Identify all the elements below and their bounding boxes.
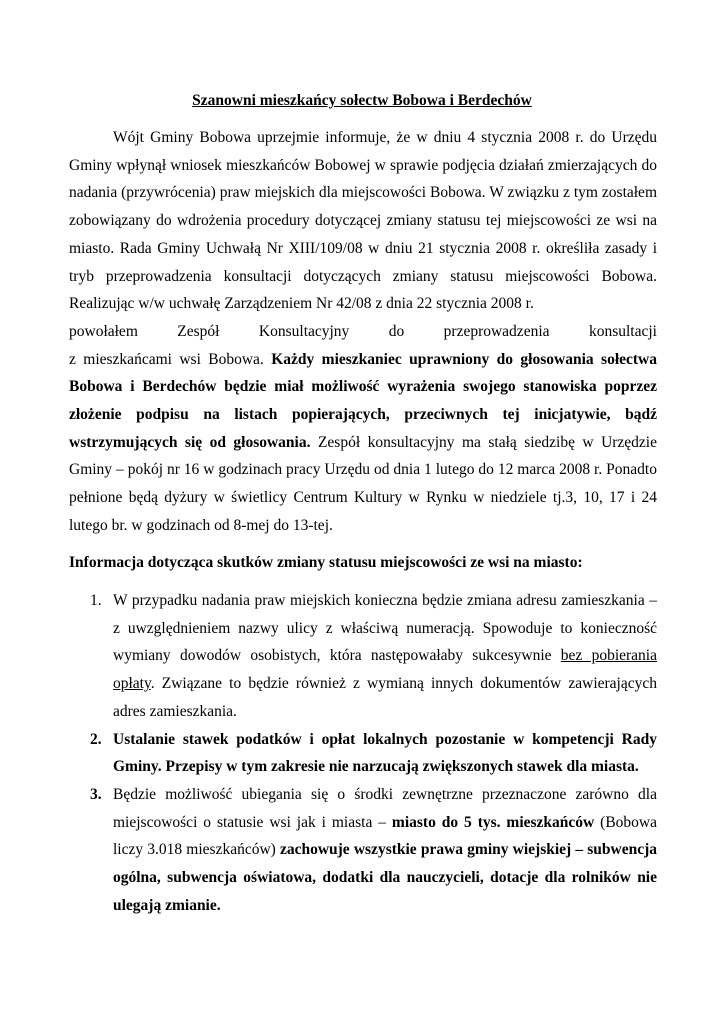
underlined-text: bez pobierania opłaty bbox=[113, 647, 657, 693]
spaced-word: powołałem bbox=[69, 322, 138, 340]
spaced-line bbox=[69, 318, 657, 346]
list-item bbox=[69, 587, 657, 726]
list-item bbox=[69, 726, 657, 781]
item-bold-text: zachowuje wszystkie prawa gminy wiejskiej – subwencja ogólna, subwencja oświatowa, dodatki dla nauczycieli, dotacje dla rolników nie ulegają zmianie. bbox=[113, 841, 657, 914]
item-bold-text: miasto do 5 tys. mieszkańców bbox=[391, 813, 595, 831]
item-text: Będzie możliwość ubiegania się o środki zewnętrzne przeznaczone zarówno dla miejscowości o statusie wsi jak i miasta – bbox=[113, 785, 657, 831]
item-text: W przypadku nadania praw miejskich konieczna będzie zmiana adresu zamieszkania – z uwzględnieniem nazwy ulicy z właściwą numeracją. Spowoduje to konieczność wymiany dowodów osobistych, która następowałaby sukcesywnie bbox=[113, 592, 657, 665]
list-number: 2. bbox=[90, 730, 102, 748]
section-heading: Informacja dotycząca skutków zmiany statusu miejscowości ze wsi na miasto: bbox=[69, 554, 583, 571]
spaced-word: do bbox=[388, 322, 405, 340]
list-number: 3. bbox=[90, 785, 102, 803]
intro-text-1: Wójt Gminy Bobowa uprzejmie informuje, że w dniu 4 stycznia 2008 r. do Urzędu Gminy wpłynął wniosek mieszkańców Bobowej w sprawie podjęcia działań zmierzających do nadania (przywrócenia) praw miejskich dla miejscowości Bobowa. W związku z tym zostałem zobowiązany do wdrożenia procedury dotyczącej zmiany statusu tej miejscowości ze wsi na miasto. Rada Gminy Uchwałą Nr XIII/109/08 w dniu 21 stycznia 2008 r. określiła zasady i tryb przeprowadzenia konsultacji dotyczących zmiany statusu miejscowości Bobowa. Realizując w/w uchwałę Zarządzeniem Nr 42/08 z dnia 22 stycznia 2008 r. bbox=[69, 129, 657, 313]
list-item bbox=[69, 781, 657, 920]
item-text: . Związane to będzie również z wymianą innych dokumentów zawierających adres zamieszkania. bbox=[113, 675, 657, 720]
spaced-word: przeprowadzenia bbox=[443, 322, 550, 340]
item-text: (Bobowa liczy 3.018 mieszkańców) bbox=[113, 813, 657, 859]
intro-paragraph bbox=[69, 124, 657, 540]
effects-list bbox=[69, 587, 657, 919]
spaced-word: konsultacji bbox=[588, 322, 657, 340]
document-title: Szanowni mieszkańcy sołectw Bobowa i Berdechów bbox=[192, 92, 532, 109]
intro-block-1 bbox=[69, 124, 657, 318]
spaced-word: Zespół bbox=[177, 322, 220, 340]
list-number: 1. bbox=[90, 592, 102, 609]
intro-bold-text: Każdy mieszkaniec uprawniony do głosowania sołectwa Bobowa i Berdechów będzie miał możliwość wyrażenia swojego stanowiska poprzez złożenie podpisu na listach popierających, przeciwnych tej inicjatywie, bądź wstrzymujących się od głosowania. bbox=[69, 350, 657, 451]
item-bold-text: Ustalanie stawek podatków i opłat lokalnych pozostanie w kompetencji Rady Gminy. Przepisy w tym zakresie nie narzucają zwiększonych stawek dla miasta. bbox=[113, 730, 657, 776]
intro-block-2 bbox=[69, 346, 657, 540]
spaced-word: Konsultacyjny bbox=[258, 322, 350, 340]
intro-text-3: z mieszkańcami wsi Bobowa. bbox=[69, 350, 264, 368]
intro-text-4: Zespół konsultacyjny ma stałą siedzibę w Urzędzie Gminy – pokój nr 16 w godzinach pracy Urzędu od dnia 1 lutego do 12 marca 2008 r. Ponadto pełnione będą dyżury w świetlicy Centrum Kultury w Rynku w niedziele tj.3, 10, 17 i 24 lutego br. w godzinach od 8-mej do 13-tej. bbox=[69, 433, 657, 534]
